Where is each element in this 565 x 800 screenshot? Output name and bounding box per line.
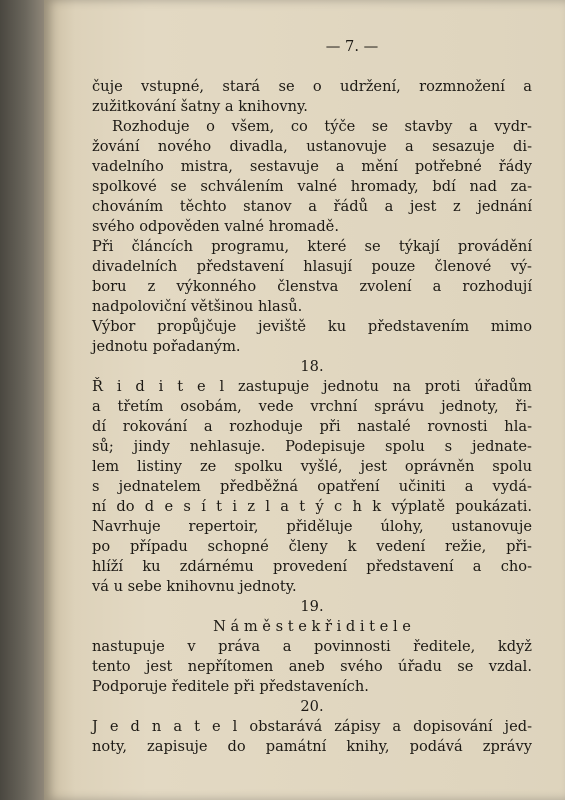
text-line: noty, zapisuje do památní knihy, podává zprávy xyxy=(92,738,532,755)
text-line: boru z výkonného členstva zvolení a rozhodují xyxy=(92,278,532,295)
text-line: chováním těchto stanov a řádů a jest z jednání xyxy=(92,198,532,215)
text-line: s jednatelem předběžná opatření učiniti a vydá- xyxy=(92,478,532,495)
text-line: čuje vstupné, stará se o udržení, rozmnožení a xyxy=(92,78,532,95)
book-spine-shadow xyxy=(0,0,50,800)
text-line: jednotu pořadaným. xyxy=(92,338,241,355)
text-line: vadelního mistra, sestavuje a mění potřebné řády xyxy=(92,158,532,175)
section-number: 19. xyxy=(300,598,324,615)
text-line: svého odpověden valné hromadě. xyxy=(92,218,339,235)
text-line: spolkové se schválením valné hromady, bdí nad za- xyxy=(92,178,532,195)
page-number: — 7. — xyxy=(325,38,379,55)
text-line: nastupuje v práva a povinnosti ředitele, když xyxy=(92,638,532,655)
text-line: vá u sebe knihovnu jednoty. xyxy=(92,578,297,595)
section-heading: N á m ě s t e k ř i d i t e l e xyxy=(213,618,411,635)
text-line: tento jest nepřítomen aneb svého úřadu se vzdal. xyxy=(92,658,532,675)
text-line: Výbor propůjčuje jeviště ku představením mimo xyxy=(92,318,532,335)
text-line: hlíží ku zdárnému provedení představení a cho- xyxy=(92,558,532,575)
text-line: a třetím osobám, vede vrchní správu jednoty, ři- xyxy=(92,398,532,415)
text-line: Ř i d i t e l zastupuje jednotu na proti úřadům xyxy=(92,378,532,395)
section-number: 20. xyxy=(300,698,324,715)
text-line: zužitkování šatny a knihovny. xyxy=(92,98,308,115)
text-line: divadelních představení hlasují pouze členové vý- xyxy=(92,258,532,275)
text-line: po případu schopné členy k vedení režie, při- xyxy=(92,538,532,555)
text-line: nadpoloviční většinou hlasů. xyxy=(92,298,303,315)
text-line: Navrhuje repertoir, přiděluje úlohy, ustanovuje xyxy=(92,518,532,535)
text-line: Při článcích programu, které se týkají provádění xyxy=(92,238,532,255)
text-line: dí rokování a rozhoduje při nastalé rovnosti hla- xyxy=(92,418,532,435)
text-line: ní do d e s í t i z l a t ý c h k výplatě poukázati. xyxy=(92,498,532,515)
text-line: Podporuje ředitele při představeních. xyxy=(92,678,369,695)
section-number: 18. xyxy=(300,358,324,375)
text-line: Rozhoduje o všem, co týče se stavby a vydr- xyxy=(112,118,532,135)
text-line: J e d n a t e l obstarává zápisy a dopisování jed- xyxy=(92,718,532,735)
text-line: žování nového divadla, ustanovuje a sesazuje di- xyxy=(92,138,532,155)
text-line: sů; jindy nehlasuje. Podepisuje spolu s jednate- xyxy=(92,438,532,455)
text-line: lem listiny ze spolku vyšlé, jest oprávněn spolu xyxy=(92,458,532,475)
